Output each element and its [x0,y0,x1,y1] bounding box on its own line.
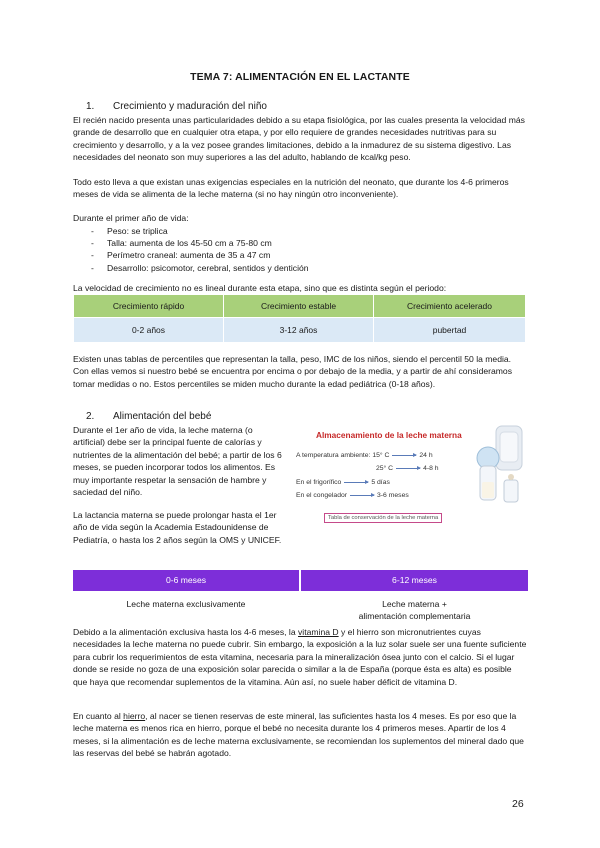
milk-storage-image [294,420,530,534]
paragraph [73,114,528,164]
image-row-label: En el frigorífico [296,479,342,486]
phase-label: 6-12 meses [299,570,528,591]
phase-description [73,598,299,610]
image-row-value: 5 días [371,479,390,486]
paragraph-text: Durante el primer año de vida: [73,213,189,223]
text-span: , al nacer se tienen reservas de este mineral, las suficientes hasta los 4 meses. Es por eso que la leche materna es menos rica en hierro, porque el bebé no necesita durante los 4 primeros meses. Apartir de los 4 meses, si la alimentación es de leche materna exclusivamente, se recomiendan los suplementos del mineral dado que las reservas del bebé se habrán agotado. [73,711,524,759]
underlined-term: hierro [123,711,146,721]
paragraph-text [73,710,528,760]
paragraph [73,176,528,201]
feeding-phase-bar [73,570,528,591]
phase-description-text: Leche materna exclusivamente [126,599,246,609]
table-header-cell: Crecimiento estable [224,295,374,318]
section-number: 1. [86,101,95,112]
paragraph [73,509,286,546]
section-title: Crecimiento y maduración del niño [113,101,267,112]
phase-label: 0-6 meses [73,570,299,591]
paragraph-text [73,626,528,688]
arrow-icon [344,482,368,483]
image-row [376,465,439,472]
list-item: - Desarrollo: psicomotor, cerebral, sentidos y dentición [91,262,511,274]
breast-pump-icon [466,422,528,510]
section-title: Alimentación del bebé [113,411,212,422]
image-row-value: 4-8 h [423,465,439,472]
image-row [296,479,390,486]
image-row-value: 24 h [419,452,433,459]
bullet-list [91,225,511,274]
paragraph-text: El recién nacido presenta unas particularidades debido a su etapa fisiológica, por las cuales presenta la velocidad más grande de desarrollo que en cualquier otra etapa, y por ello requiere de grandes necesidades nutritivas para su crecimiento y desarrollo, y a la vez posee grandes limitaciones, debido a la inmadurez de su sistema digestivo. Las necesidades del neonato son muy superiores a las del adulto, hablando de kcal/kg peso. [73,115,525,163]
text-span: Debido a la alimentación exclusiva hasta los 4-6 meses, la [73,627,298,637]
paragraph-text: Existen unas tablas de percentiles que representan la talla, peso, IMC de los niños, siendo el percentil 50 la media. Con ellas vemos si nuestro bebé se encuentra por encima o por debajo de la media, y a partir de ahí consideramos tomar medidas o no. Estos percentiles se miden mucho durante la edad pediátrica (0-18 años). [73,354,513,389]
phase-description-text: alimentación complementaria [358,611,471,622]
image-row-label: En el congelador [296,492,348,499]
image-title: Almacenamiento de la leche materna [316,430,462,440]
list-item: - Talla: aumenta de los 45-50 cm a 75-80 cm [91,237,511,249]
section-heading-1 [86,101,386,115]
list-item: - Perímetro craneal: aumenta de 35 a 47 cm [91,249,511,261]
table-cell: 3-12 años [224,318,374,343]
paragraph-text: Durante el 1er año de vida, la leche materna (o artificial) debe ser la principal fuente de calorías y nutrientes de la alimentación del bebé; a partir de los 6 meses, se pueden incorporar todos los alimentos. Es muy importante respetar la sensación de hambre y saciedad del niño. [73,425,282,498]
section-number: 2. [86,411,95,422]
page-title: TEMA 7: ALIMENTACIÓN EN EL LACTANTE [190,71,410,83]
paragraph [73,282,528,294]
paragraph [73,710,528,760]
list-item: - Peso: se triplica [91,225,511,237]
paragraph [73,626,528,688]
paragraph-text: Todo esto lleva a que existan unas exigencias especiales en la nutrición del neonato, que durante los 4-6 primeros meses de vida se alimenta de la leche materna (si no hay ningún otro inconveniente). [73,177,509,200]
growth-table [73,294,526,343]
arrow-icon [350,495,374,496]
image-caption: Tabla de conservación de la leche materna [324,513,442,523]
table-header-row [74,295,526,318]
phase-description-text: Leche materna + [382,599,447,609]
arrow-icon [396,468,420,469]
text-span: En cuanto al [73,711,124,721]
arrow-icon [392,455,416,456]
image-row [296,492,409,499]
page-number: 26 [512,798,524,810]
table-header-cell: Crecimiento acelerado [374,295,526,318]
table-header-cell: Crecimiento rápido [74,295,224,318]
paragraph [73,424,286,498]
image-row-label: A temperatura ambiente: 15° C [296,452,390,459]
image-row-label: 25° C [376,465,394,472]
paragraph-text: La lactancia materna se puede prolongar hasta el 1er año de vida según la Academia Estadounidense de Pediatría, o hasta los 2 años según la OMS y UNICEF. [73,510,282,545]
table-row [74,318,526,343]
text-span: y el hierro son micronutrientes cuyas necesidades la leche materna no puede cubrir. Sin embargo, la exposición a la luz solar suele ser una fuente suficiente para cubrir los requerimientos de esta vitamina, necesaria para la mineralización ósea junto con el calcio. Si el lugar donde se reside no goza de una exposición solar parecida o similar a la de España (porque ésta es alta) es posible que haya que recomendar suplementos de la vitamina. Aún así, no suele haber déficit de vitamina D. [73,627,527,687]
phase-description [301,598,528,623]
paragraph [73,353,528,390]
underlined-term: vitamina D [298,627,339,637]
table-cell: 0-2 años [74,318,224,343]
paragraph-text: La velocidad de crecimiento no es lineal durante esta etapa, sino que es distinta según el periodo: [73,283,447,293]
paragraph [73,212,528,224]
image-row-value: 3-6 meses [377,492,409,499]
table-cell: pubertad [374,318,526,343]
image-row [296,452,433,459]
